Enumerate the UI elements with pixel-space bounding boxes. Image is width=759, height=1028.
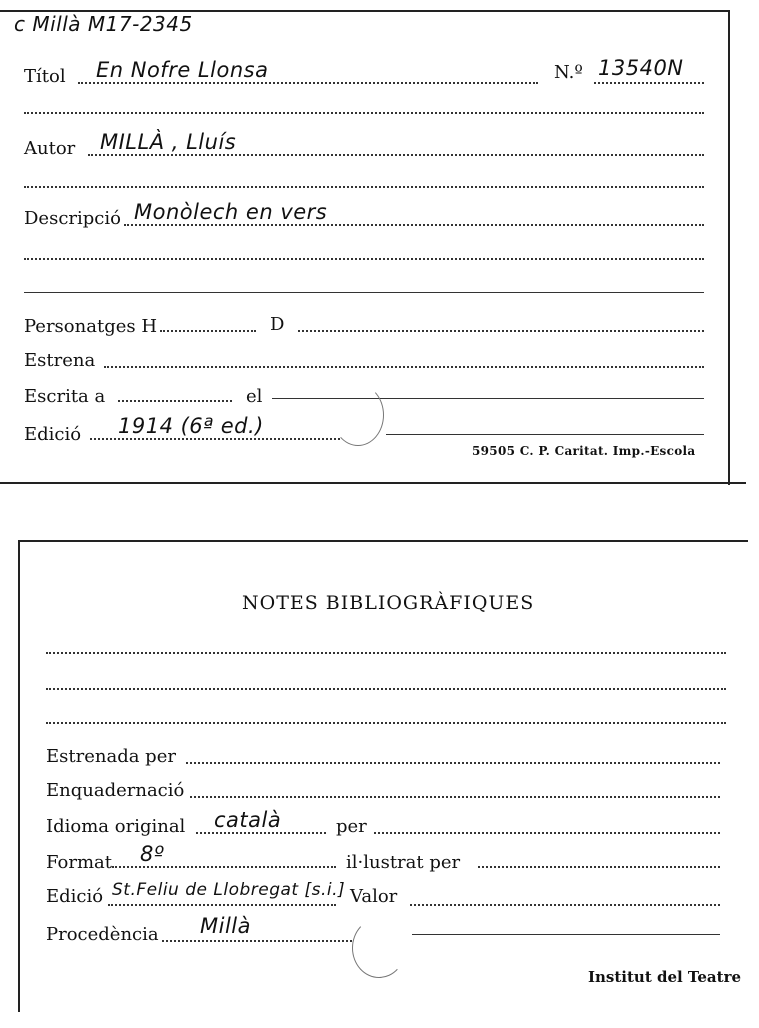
title-value: En Nofre Llonsa — [96, 58, 269, 82]
original-language-label: Idioma original — [46, 816, 186, 837]
catalog-note: c Millà M17-2345 — [14, 12, 193, 36]
author-label: Autor — [24, 138, 76, 159]
description-label: Descripció — [24, 208, 121, 229]
original-language-value: català — [214, 808, 282, 832]
premiered-by-label: Estrenada per — [46, 746, 176, 767]
bibliographic-notes-title: NOTES BIBLIOGRÀFIQUES — [242, 592, 535, 614]
premiere-label: Estrena — [24, 350, 96, 371]
edition-value: 1914 (6ª ed.) — [118, 414, 264, 438]
format-value: 8º — [140, 842, 165, 866]
binding-label: Enquadernació — [46, 780, 185, 801]
description-value: Monòlech en vers — [134, 200, 328, 224]
blank-line — [24, 292, 704, 293]
number-label: N.º — [554, 62, 583, 83]
provenance-value: Millà — [200, 914, 251, 938]
card-front-bottom-edge — [0, 482, 746, 484]
written-on-label: el — [246, 386, 263, 407]
paper-mark — [352, 918, 406, 978]
blank-line — [24, 258, 704, 260]
card2-edition-value: St.Feliu de Llobregat [s.i.] — [112, 880, 346, 900]
blank-line — [24, 186, 704, 188]
characters-d-label: D — [270, 314, 285, 335]
edition-label: Edició — [24, 424, 82, 445]
author-value: MILLÀ , Lluís — [100, 130, 237, 154]
translated-by-label: per — [336, 816, 367, 837]
printer-imprint: 59505 C. P. Caritat. Imp.-Escola — [472, 444, 696, 458]
institution-stamp: Institut del Teatre — [588, 968, 742, 986]
illustrated-by-label: il·lustrat per — [346, 852, 461, 873]
blank-line — [46, 722, 726, 724]
blank-line — [24, 112, 704, 114]
format-label: Format — [46, 852, 112, 873]
paper-mark — [332, 384, 384, 446]
characters-label: Personatges H — [24, 316, 158, 337]
provenance-label: Procedència — [46, 924, 159, 945]
card2-edition-label: Edició — [46, 886, 104, 907]
written-in-label: Escrita a — [24, 386, 106, 407]
blank-line — [46, 652, 726, 654]
blank-line — [46, 688, 726, 690]
number-value: 13540N — [598, 56, 684, 80]
value-label: Valor — [350, 886, 398, 907]
title-label: Títol — [24, 66, 66, 87]
